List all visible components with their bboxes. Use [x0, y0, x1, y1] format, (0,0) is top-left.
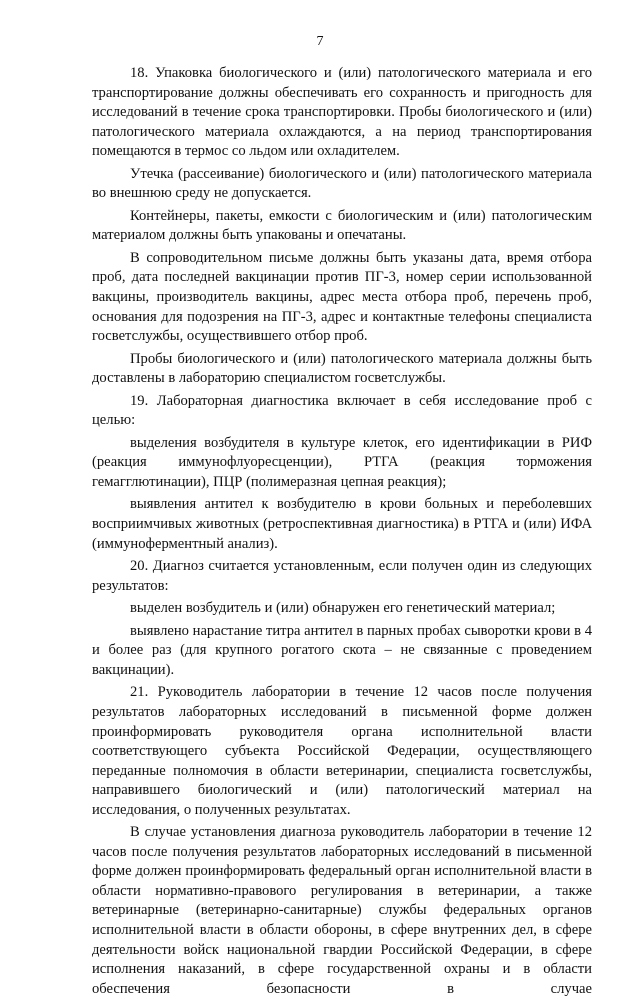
paragraph-pathogen-isolation: выделения возбудителя в культуре клеток, его идентификации в РИФ (реакция иммунофлуоресценции), РТГА (реакция торможения гемагглютинации), ПЦР (полимеразная цепная реакция); — [92, 434, 592, 490]
paragraph-19-diagnostics: 19. Лабораторная диагностика включает в себя исследование проб с целью: — [92, 392, 592, 429]
paragraph-diagnosis-notification: В случае установления диагноза руководитель лаборатории в течение 12 часов после получения результатов лабораторных исследований в письменной форме должен проинформировать федеральный орган исполнительной власти в области нормативно-правового регулирования в ветеринарии, а также ветеринарные (ветеринарно-санитарные) службы федеральных органов исполнительной власти в области обороны, в сфере внутренних дел, в сфере деятельности войск национальной гвардии Российской Федерации, в сфере исполнения наказаний, в сфере государственной охраны и в области обеспечения безопасности в случае — [92, 824, 592, 997]
paragraph-21-notification: 21. Руководитель лаборатории в течение 12 часов после получения результатов лабораторных исследований в письменной форме должен проинформировать руководителя органа исполнительной власти соответствующего субъекта Российской Федерации, осуществляющего переданные полномочия в области ветеринарии, специалиста госветслужбы, направившего биологический и (или) патологический материал на исследования, о полученных результатах. — [92, 684, 592, 818]
document-body — [92, 64, 592, 999]
paragraph-18-packaging: 18. Упаковка биологического и (или) патологического материала и его транспортирование должны обеспечивать его сохранность и пригодность для исследований в течение срока транспортировки. Пробы биологического и (или) патологического материала охлаждаются, а на период транспортирования помещаются в термос со льдом или охладителем. — [92, 65, 592, 160]
paragraph-pathogen-found: выделен возбудитель и (или) обнаружен его генетический материал; — [130, 600, 556, 617]
paragraph-antibody-detection: выявления антител к возбудителю в крови больных и переболевших восприимчивых животных (ретроспективная диагностика) в РТГА и (или) ИФА (иммуноферментный анализ). — [92, 496, 592, 552]
paragraph-delivery: Пробы биологического и (или) патологического материала должны быть доставлены в лабораторию специалистом госветслужбы. — [92, 350, 592, 387]
page-number: 7 — [316, 34, 324, 49]
paragraph-containers: Контейнеры, пакеты, емкости с биологическим и (или) патологическим материалом должны быть упакованы и опечатаны. — [92, 207, 592, 244]
paragraph-20-diagnosis: 20. Диагноз считается установленным, если получен один из следующих результатов: — [92, 558, 592, 594]
paragraph-leakage: Утечка (рассеивание) биологического и (или) патологического материала во внешнюю среду не допускается. — [92, 165, 592, 202]
paragraph-titer-increase: выявлено нарастание титра антител в парных пробах сыворотки крови в 4 и более раз (для крупного рогатого скота – не связанные с проведением вакцинации). — [92, 622, 592, 678]
paragraph-cover-letter: В сопроводительном письме должны быть указаны дата, время отбора проб, дата последней вакцинации против ПГ-3, номер серии использованной вакцины, производитель вакцины, адрес места отбора проб, перечень проб, основания для подозрения на ПГ-3, адрес и контактные телефоны специалиста госветслужбы, осуществившего отбор проб. — [92, 249, 592, 345]
